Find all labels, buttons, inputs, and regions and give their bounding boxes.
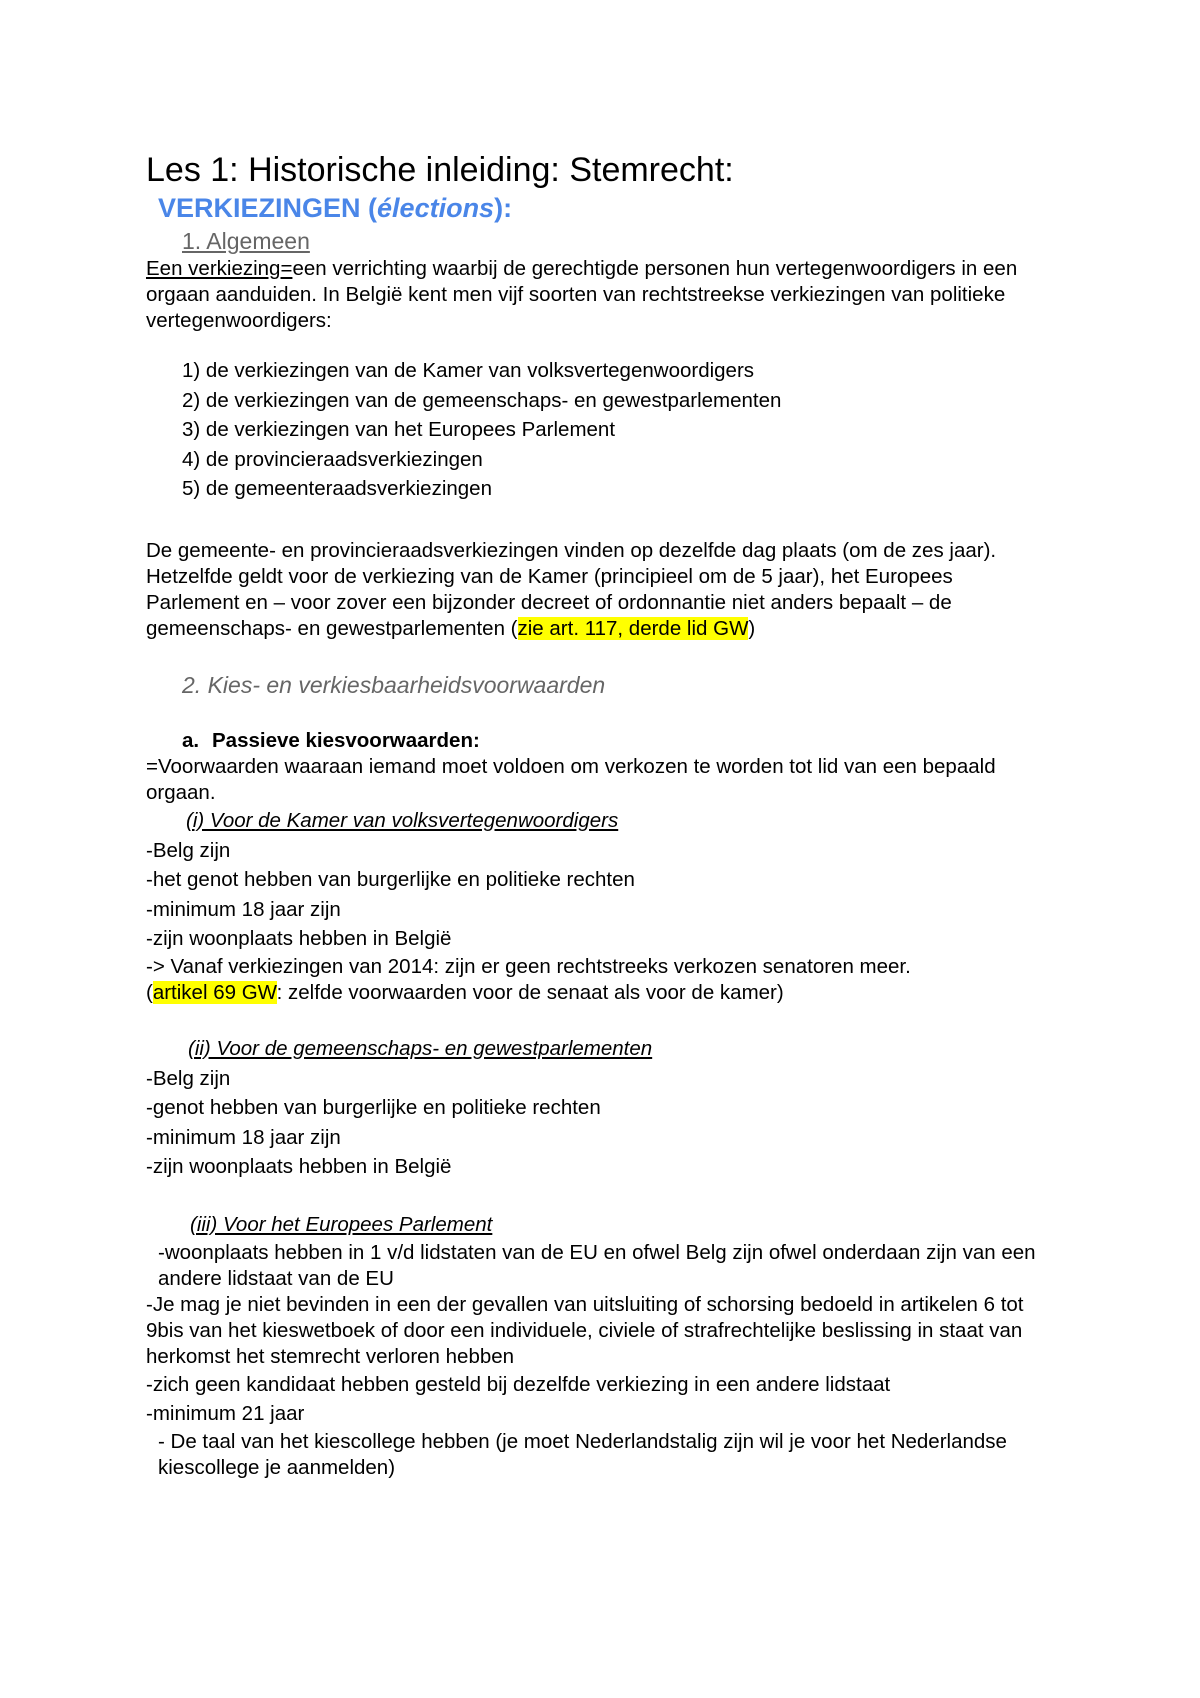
- requirement-item: -zich geen kandidaat hebben gesteld bij dezelfde verkiezing in een andere lidstaat: [146, 1372, 891, 1396]
- intro-text: een verrichting waarbij de gerechtigde personen hun vertegenwoordigers in een orgaan aanduiden. In België kent men vijf soorten van rechtstreekse verkiezingen van politieke vertegenwoordigers:: [146, 257, 1018, 332]
- document-content: [146, 150, 1046, 1481]
- intro-term: Een verkiezing=: [146, 257, 293, 280]
- list-item: 1) de verkiezingen van de Kamer van volksvertegenwoordigers: [182, 359, 755, 382]
- heading-algemeen: 1. Algemeen: [182, 228, 310, 254]
- subheading-passieve-kiesvoorwaarden: [182, 728, 1046, 754]
- highlight-art-69: artikel 69 GW: [152, 980, 277, 1004]
- requirement-item: -minimum 21 jaar: [146, 1402, 305, 1425]
- list-item: 3) de verkiezingen van het Europees Parlement: [182, 418, 616, 441]
- spacer: [146, 1006, 1046, 1034]
- note-rest: : zelfde voorwaarden voor de senaat als voor de kamer): [276, 980, 784, 1004]
- list-item: 5) de gemeenteraadsverkiezingen: [182, 477, 492, 500]
- list-item: 4) de provincieraadsverkiezingen: [182, 447, 483, 471]
- requirement-item: -het genot hebben van burgerlijke en politieke rechten: [146, 868, 635, 891]
- spacer: [146, 642, 1046, 670]
- heading-kamer: (i) Voor de Kamer van volksvertegenwoordigers: [186, 808, 619, 832]
- requirement-item: -Je mag je niet bevinden in een der gevallen van uitsluiting of schorsing bedoeld in artikelen 6 tot 9bis van het kieswetboek of door een individuele, civiele of strafrechtelijke beslissing in staat van herkomst het stemrecht verloren hebben: [146, 1292, 1024, 1368]
- list-item: 2) de verkiezingen van de gemeenschaps- en gewestparlementen: [182, 388, 782, 412]
- subtitle-italic: élections: [377, 193, 495, 223]
- requirement-item: -minimum 18 jaar zijn: [146, 1125, 341, 1149]
- schedule-paragraph: [146, 538, 1046, 642]
- requirement-item: - De taal van het kiescollege hebben (je moet Nederlandstalig zijn wil je voor het Nederlandse kiescollege je aanmelden): [158, 1429, 1007, 1479]
- requirement-item: -woonplaats hebben in 1 v/d lidstaten van de EU en ofwel Belg zijn ofwel onderdaan zijn van een andere lidstaat van de EU: [158, 1240, 1036, 1290]
- page-title: Les 1: Historische inleiding: Stemrecht:: [146, 151, 734, 189]
- requirement-item: -zijn woonplaats hebben in België: [146, 927, 452, 950]
- heading-gemeenschap: (ii) Voor de gemeenschaps- en gewestparlementen: [188, 1036, 653, 1060]
- requirement-item: -Belg zijn: [146, 1066, 231, 1090]
- spacer: [146, 1182, 1046, 1210]
- highlight-art-117: zie art. 117, derde lid GW: [517, 616, 749, 640]
- intro-paragraph: [146, 256, 1046, 334]
- spacer: [146, 700, 1046, 728]
- requirement-item: -minimum 18 jaar zijn: [146, 897, 341, 921]
- heading-kiesvoorwaarden: 2. Kies- en verkiesbaarheidsvoorwaarden: [182, 671, 606, 698]
- elections-list: [182, 356, 1046, 504]
- subheading-label: Passieve kiesvoorwaarden:: [212, 728, 480, 752]
- definition-paragraph: =Voorwaarden waaraan iemand moet voldoen om verkozen te worden tot lid van een bepaald orgaan.: [146, 754, 996, 804]
- subheading-letter: a.: [182, 728, 200, 752]
- requirement-item: -genot hebben van burgerlijke en politieke rechten: [146, 1096, 601, 1119]
- subtitle-main: VERKIEZINGEN (: [158, 193, 378, 223]
- requirement-item: -zijn woonplaats hebben in België: [146, 1155, 452, 1178]
- subtitle-close: ):: [494, 193, 513, 223]
- schedule-end: ): [748, 616, 756, 640]
- requirement-item: -> Vanaf verkiezingen van 2014: zijn er geen rechtstreeks verkozen senatoren meer.: [146, 954, 911, 978]
- section-title-verkiezingen: [158, 190, 1046, 226]
- note-open: (: [146, 980, 153, 1004]
- heading-europees: (iii) Voor het Europees Parlement: [190, 1212, 493, 1236]
- spacer: [146, 504, 1046, 538]
- senate-note: [146, 980, 1046, 1006]
- schedule-text: De gemeente- en provincieraadsverkiezingen vinden op dezelfde dag plaats (om de zes jaar). Hetzelfde geldt voor de verkiezing van de Kamer (principieel om de 5 jaar), het Europees Parlement en – voor zover een bijzonder decreet of ordonnantie niet anders bepaalt – de gemeenschaps- en gewestparlementen (: [146, 538, 997, 640]
- requirement-item: -Belg zijn: [146, 838, 231, 862]
